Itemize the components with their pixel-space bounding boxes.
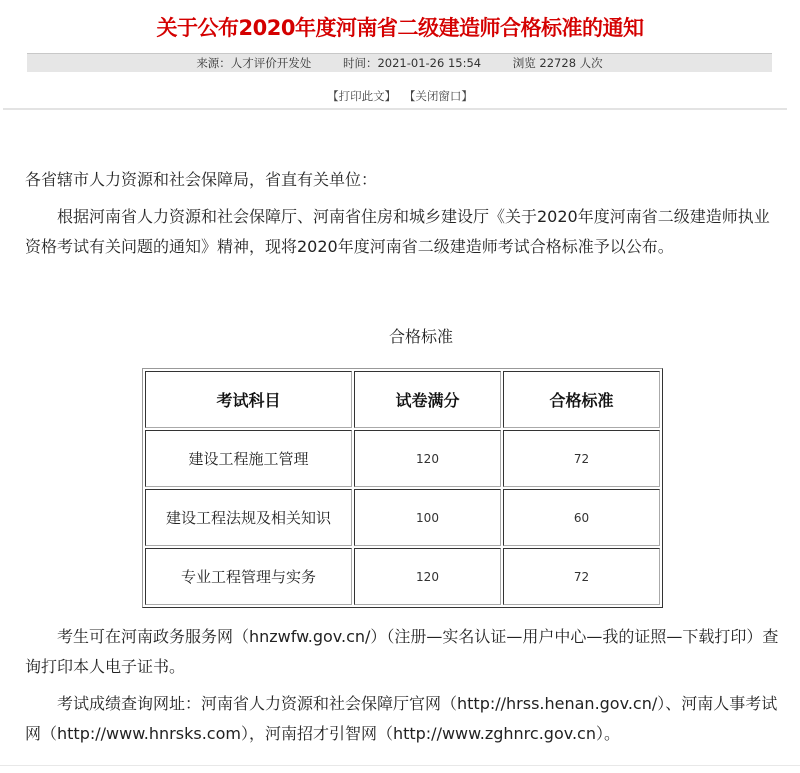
passing-standards-table	[142, 368, 663, 608]
article-time: 时间：2021-01-26 15:54	[342, 56, 482, 70]
cell-full-score: 120	[354, 548, 501, 605]
print-article-link[interactable]: 【打印此文】	[327, 89, 397, 103]
table-caption: 合格标准	[388, 327, 453, 346]
cell-full-score: 120	[354, 430, 501, 487]
article-views: 浏览 22728 人次	[512, 56, 603, 70]
footer-divider	[0, 765, 800, 766]
table-row	[145, 548, 660, 605]
table-row	[145, 430, 660, 487]
article-source: 来源：人才评价开发处	[196, 56, 312, 70]
paragraph-certificate: 考生可在河南政务服务网（hnzwfw.gov.cn/）（注册—实名认证—用户中心—我的证照—下载打印）查询打印本人电子证书。	[25, 627, 779, 676]
header-passing-score: 合格标准	[503, 371, 660, 428]
table-row	[145, 489, 660, 546]
article-title: 关于公布2020年度河南省二级建造师合格标准的通知	[156, 16, 644, 40]
cell-subject: 专业工程管理与实务	[145, 548, 352, 605]
article-meta-bar	[27, 53, 772, 72]
cell-passing-score: 72	[503, 548, 660, 605]
cell-subject: 建设工程施工管理	[145, 430, 352, 487]
header-full-score: 试卷满分	[354, 371, 501, 428]
article-actions	[0, 88, 800, 104]
article-body-lower	[25, 622, 785, 756]
paragraph-query-sites: 考试成绩查询网址：河南省人力资源和社会保障厅官网（http://hrss.henan.gov.cn/）、河南人事考试网（http://www.hnrsks.com），河南招才引智网（http://www.zghnrc.gov.cn）。	[25, 694, 778, 743]
article-body	[25, 165, 785, 269]
cell-full-score: 100	[354, 489, 501, 546]
header-divider	[3, 108, 787, 110]
header-subject: 考试科目	[145, 371, 352, 428]
cell-subject: 建设工程法规及相关知识	[145, 489, 352, 546]
paragraph-intro: 根据河南省人力资源和社会保障厅、河南省住房和城乡建设厅《关于2020年度河南省二级建造师执业资格考试有关问题的通知》精神，现将2020年度河南省二级建造师考试合格标准予以公布。	[25, 207, 770, 256]
table-header-row	[145, 371, 660, 428]
close-window-link[interactable]: 【关闭窗口】	[403, 89, 473, 103]
salutation: 各省辖市人力资源和社会保障局，省直有关单位：	[25, 170, 378, 189]
cell-passing-score: 60	[503, 489, 660, 546]
cell-passing-score: 72	[503, 430, 660, 487]
